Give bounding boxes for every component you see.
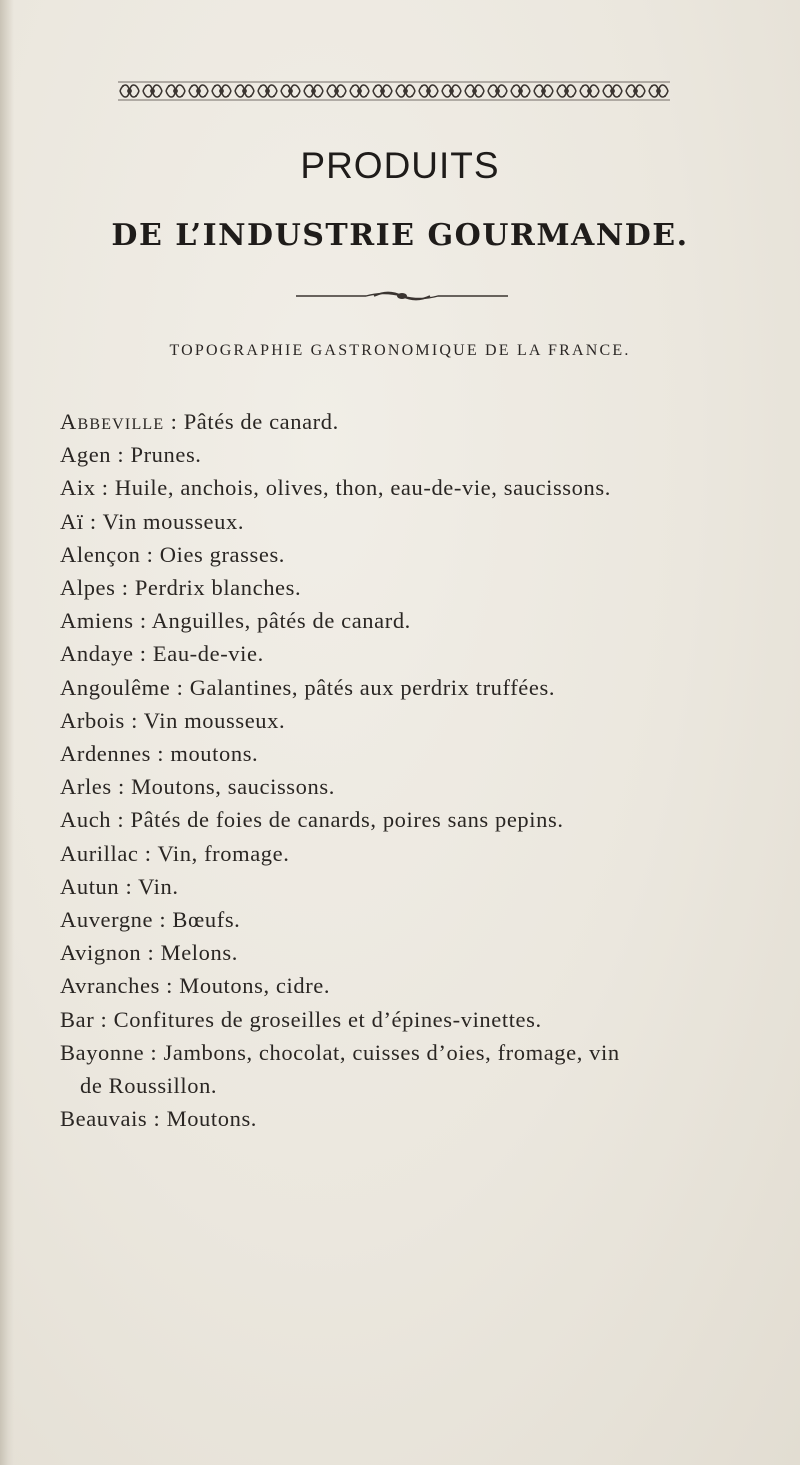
entry-separator: : (133, 641, 153, 667)
entry-separator: : (147, 1106, 167, 1132)
place-name: Arbois (60, 707, 125, 733)
entry-separator: : (170, 674, 190, 700)
place-name: Aï (60, 508, 84, 534)
place-products: Galantines, pâtés aux perdrix truffées. (189, 674, 556, 700)
list-item (60, 604, 800, 637)
place-name: Agen (60, 442, 112, 468)
place-products: Oies grasses. (159, 541, 286, 567)
place-products: Melons. (160, 940, 238, 966)
place-products: Pâtés de foies de canards, poires sans pepins. (130, 807, 564, 833)
list-item (60, 505, 800, 538)
place-products: Vin mousseux. (102, 508, 245, 534)
list-item (60, 737, 800, 770)
list-item (60, 803, 800, 836)
list-item (60, 471, 800, 504)
place-products: Jambons, chocolat, cuisses d’oies, fromage, vin (163, 1039, 620, 1065)
entry-continuation: de Roussillon. (80, 1073, 218, 1099)
place-name: Ardennes (60, 741, 152, 767)
entry-separator: : (124, 707, 144, 733)
place-products: Vin, fromage. (157, 840, 290, 866)
list-item (60, 538, 800, 571)
entry-separator: : (119, 873, 139, 899)
entry-separator: : (138, 840, 158, 866)
place-products: Perdrix blanches. (134, 575, 302, 601)
list-item (60, 969, 800, 1002)
decorative-ornament-band (118, 80, 670, 102)
place-name: Bayonne (60, 1039, 145, 1065)
entry-separator: : (115, 575, 135, 601)
place-name: Alpes (60, 575, 116, 601)
list-item (60, 704, 800, 737)
place-name: Autun (60, 873, 120, 899)
place-products: Vin. (138, 873, 179, 899)
place-name: Angoulême (60, 674, 171, 700)
list-item (60, 637, 800, 670)
entry-separator: : (133, 608, 152, 634)
list-item (60, 671, 800, 704)
page-subtitle: DE L’INDUSTRIE GOURMANDE. (111, 218, 689, 253)
place-products: Bœufs. (172, 907, 241, 933)
place-products: Prunes. (130, 442, 202, 468)
list-item (60, 405, 800, 438)
list-item (60, 870, 800, 903)
ornamental-divider (296, 290, 508, 302)
entry-separator: : (159, 973, 180, 999)
place-products: Vin mousseux. (143, 707, 286, 733)
gastronomic-entries-list (60, 405, 800, 1135)
list-item (60, 770, 800, 803)
place-name: Avignon (60, 940, 142, 966)
place-name: Arles (60, 774, 112, 800)
place-name: Abbeville (60, 409, 165, 434)
place-name: Aurillac (60, 840, 139, 866)
place-products: Huile, anchois, olives, thon, eau-de-vie, saucissons. (114, 475, 611, 501)
place-name: Bar (60, 1006, 95, 1032)
place-name: Amiens (60, 608, 134, 634)
place-products: Moutons, cidre. (179, 973, 331, 999)
entry-separator: : (144, 1039, 164, 1065)
section-heading: TOPOGRAPHIE GASTRONOMIQUE DE LA FRANCE. (169, 342, 631, 359)
entry-separator: : (151, 741, 171, 767)
entry-separator: : (140, 541, 160, 567)
entry-separator: : (111, 442, 131, 468)
entry-separator: : (111, 807, 131, 833)
list-item (60, 1036, 800, 1102)
list-item (60, 837, 800, 870)
place-name: Andaye (60, 641, 134, 667)
entry-separator: : (153, 907, 173, 933)
entry-separator: : (95, 475, 115, 501)
place-name: Avranches (60, 973, 160, 999)
place-name: Auvergne (60, 907, 154, 933)
list-item (60, 1003, 800, 1036)
place-products: Confitures de groseilles et d’épines-vinettes. (113, 1006, 542, 1032)
list-item (60, 903, 800, 936)
entry-separator: : (164, 409, 184, 434)
place-name: Beauvais (60, 1106, 148, 1132)
place-name: Auch (60, 807, 112, 833)
entry-separator: : (111, 774, 132, 800)
list-item (60, 571, 800, 604)
place-products: Moutons, saucissons. (131, 774, 335, 800)
page-title: PRODUITS (300, 145, 500, 186)
entry-separator: : (83, 508, 103, 534)
place-products: Moutons. (166, 1106, 258, 1132)
place-name: Alençon (60, 541, 141, 567)
place-products: Pâtés de canard. (183, 409, 339, 434)
list-item (60, 438, 800, 471)
list-item (60, 936, 800, 969)
entry-separator: : (94, 1006, 114, 1032)
entry-separator: : (141, 940, 161, 966)
place-products: Eau-de-vie. (152, 641, 264, 667)
place-products: Anguilles, pâtés de canard. (151, 608, 411, 634)
place-products: moutons. (170, 741, 259, 767)
list-item (60, 1102, 800, 1135)
place-name: Aix (60, 475, 96, 501)
